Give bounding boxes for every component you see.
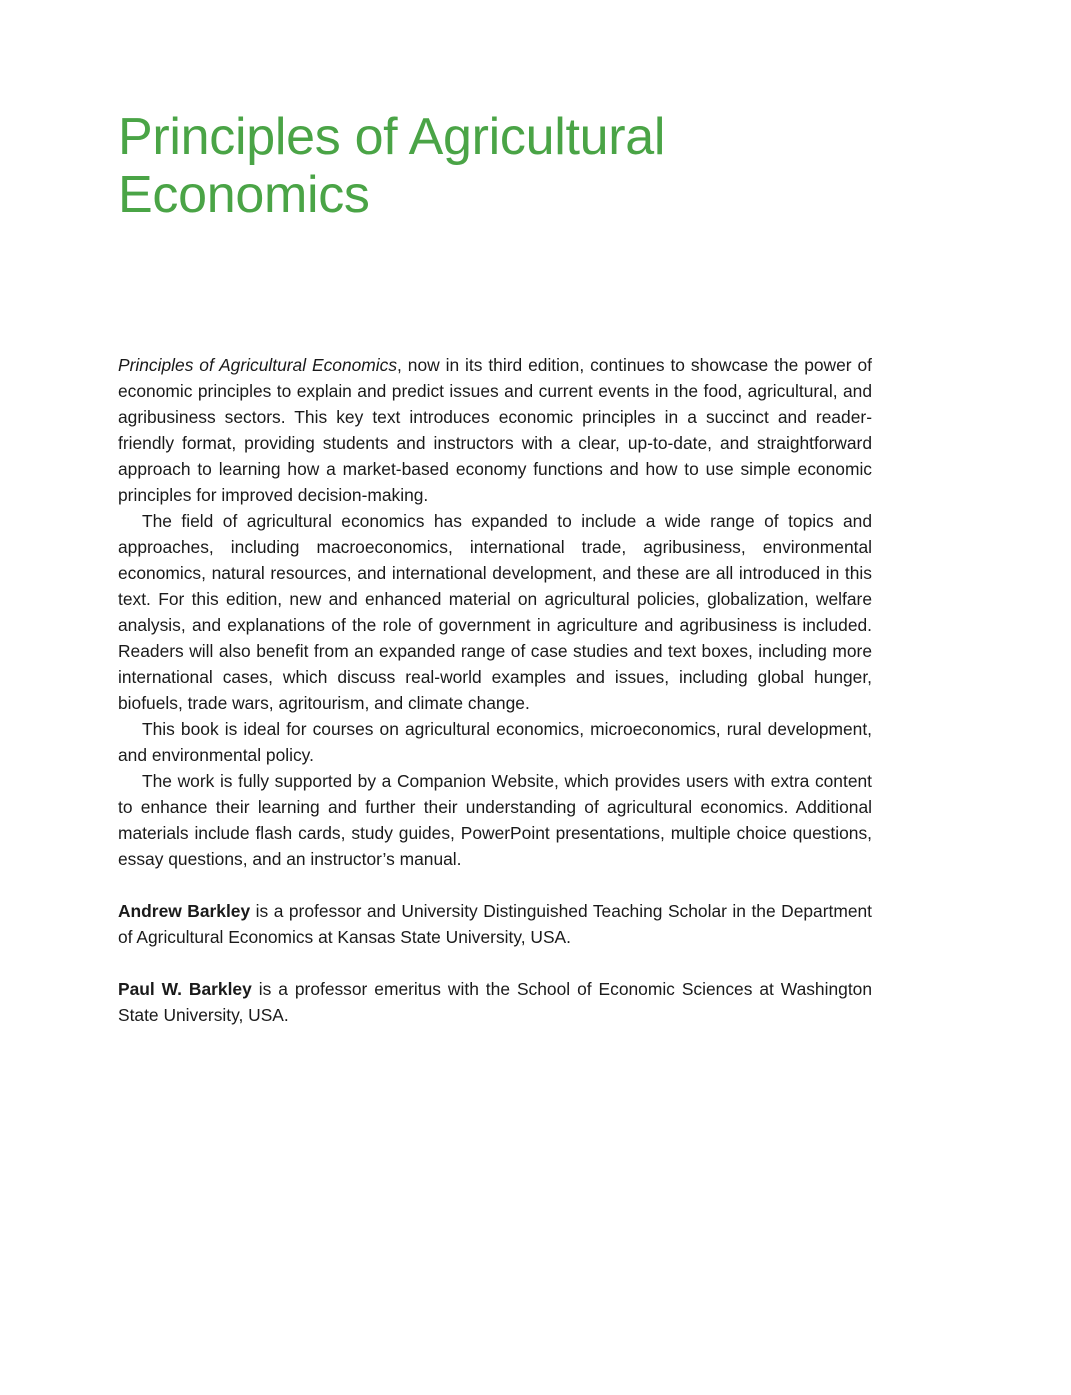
- author-bio-text: is a professor emeritus with the School of Economic Sciences at Washington State University, USA.: [118, 979, 872, 1025]
- scope-paragraph: The field of agricultural economics has expanded to include a wide range of topics and approaches, including macroeconomics, international trade, agribusiness, environmental economics, natural resources, and international development, and these are all introduced in this text. For this edition, new and enhanced material on agricultural policies, globalization, welfare analysis, and explanations of the role of government in agriculture and agribusiness is included. Readers will also benefit from an expanded range of case studies and text boxes, including more international cases, which discuss real-world examples and issues, including global hunger, biofuels, trade wars, agritourism, and climate change.: [118, 511, 872, 713]
- author-name: Andrew Barkley: [118, 901, 251, 921]
- author-bio-text: is a professor and University Distinguished Teaching Scholar in the Department of Agricultural Economics at Kansas State University, USA.: [118, 901, 872, 947]
- author-bio-andrew-barkley: [118, 898, 872, 950]
- author-bio-paul-barkley: [118, 976, 872, 1028]
- intro-paragraph: [118, 352, 872, 508]
- courses-paragraph: This book is ideal for courses on agricultural economics, microeconomics, rural development, and environmental policy.: [118, 719, 872, 765]
- book-title: [118, 108, 878, 224]
- book-description: [118, 352, 872, 1028]
- companion-website-paragraph: The work is fully supported by a Companion Website, which provides users with extra content to enhance their learning and further their understanding of agricultural economics. Additional materials include flash cards, study guides, PowerPoint presentations, multiple choice questions, essay questions, and an instructor’s manual.: [118, 771, 872, 869]
- intro-book-title: Principles of Agricultural Economics: [118, 355, 398, 375]
- book-title-line-2: Economics: [118, 166, 370, 224]
- intro-text: , now in its third edition, continues to showcase the power of economic principles to explain and predict issues and current events in the food, agricultural, and agribusiness sectors. This key text introduces economic principles in a succinct and reader-friendly format, providing students and instructors with a clear, up-to-date, and straightforward approach to learning how a market-based economy functions and how to use simple economic principles for improved decision-making.: [118, 355, 872, 505]
- book-title-line-1: Principles of Agricultural: [118, 108, 666, 166]
- author-name: Paul W. Barkley: [118, 979, 252, 999]
